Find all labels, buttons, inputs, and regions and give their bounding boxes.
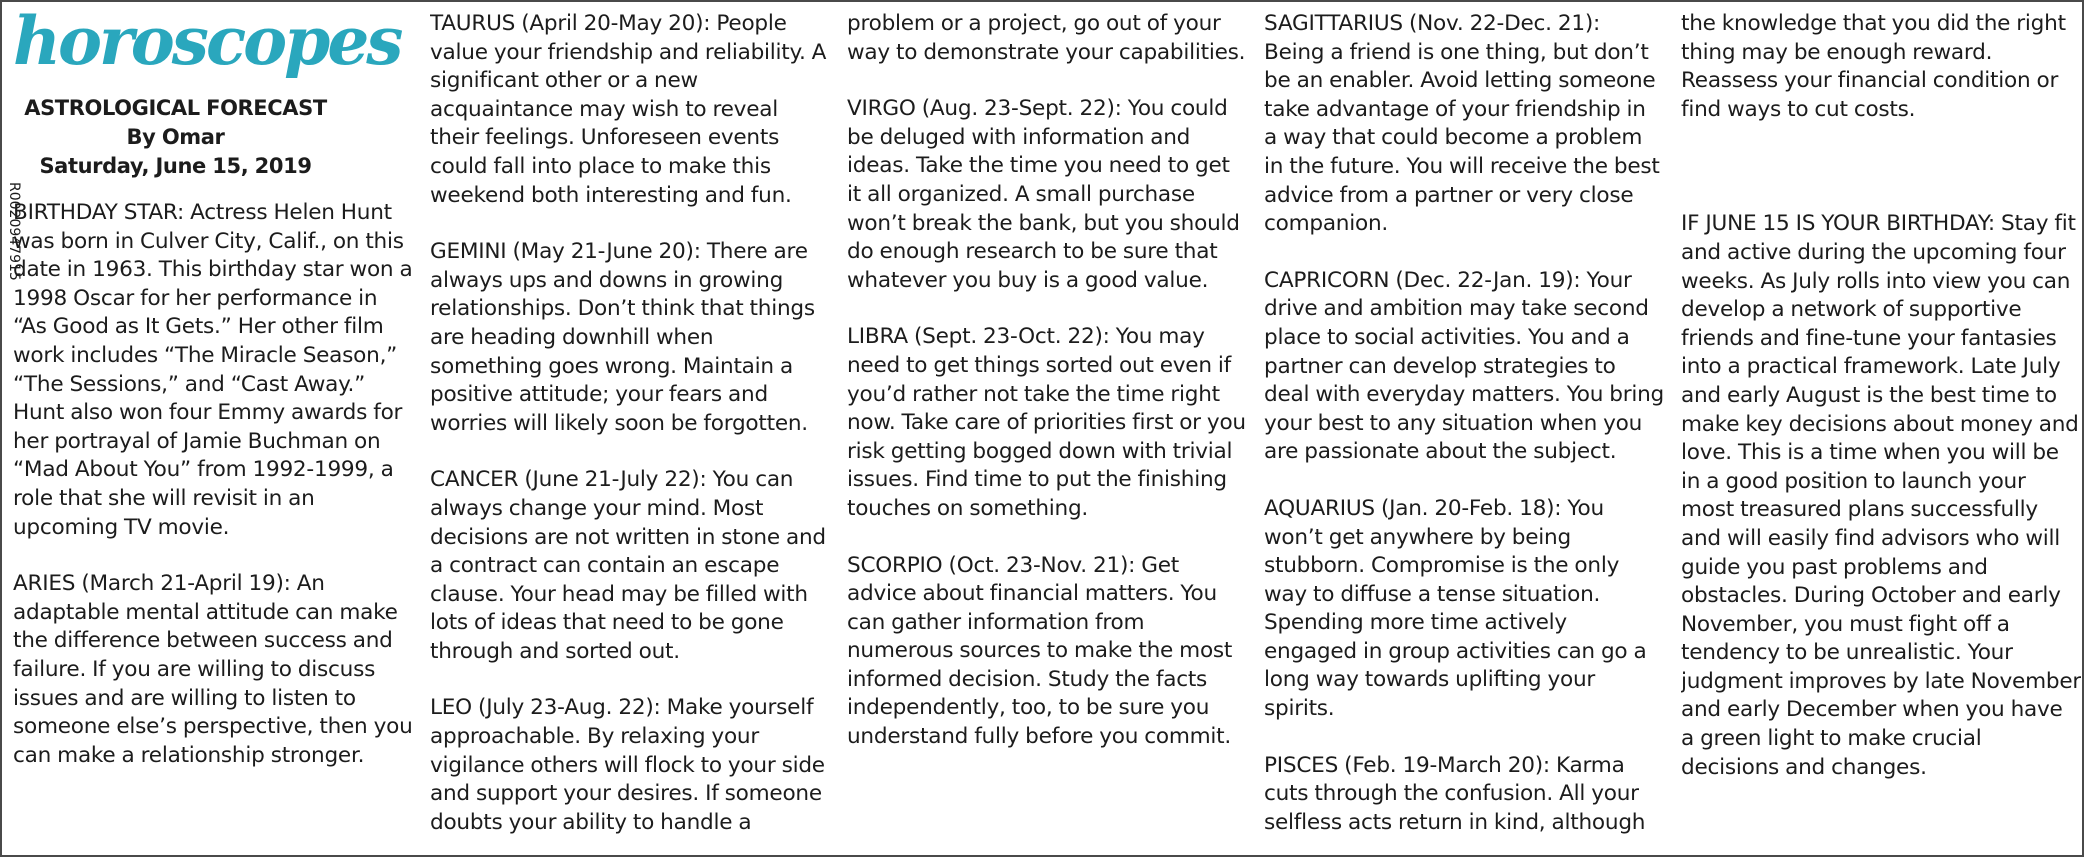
pisces-text-part1: PISCES (Feb. 19-March 20): Karma cuts through the confusion. All your selfless acts return in kind, although [1264, 752, 1646, 835]
page-title: horoscopes [13, 10, 401, 80]
virgo-text: VIRGO (Aug. 23-Sept. 22): You could be deluged with information and ideas. Take the time you need to get it all organized. A small purchase won’t break the bank, but you should do enough research to be sure that whatever you buy is a good value. [847, 96, 1240, 293]
leo-text-part2: problem or a project, go out of your way to demonstrate your capabilities. [847, 11, 1246, 65]
column-5 [1681, 10, 2081, 855]
masthead-date: Saturday, June 15, 2019 [39, 154, 312, 178]
cancer-text: CANCER (June 21-July 22): You can always change your mind. Most decisions are not written in stone and a contract can contain an escape clause. Your head may be filled with lots of ideas that need to be gone through and sorted out. [430, 467, 826, 664]
masthead [13, 94, 417, 181]
capricorn-text: CAPRICORN (Dec. 22-Jan. 19): Your drive and ambition may take second place to social activities. You and a partner can develop strategies to deal with everyday matters. You bring your best to any situation when you are passionate about the subject. [1264, 267, 1664, 465]
aquarius-text: AQUARIUS (Jan. 20-Feb. 18): You won’t get anywhere by being stubborn. Compromise is the only way to diffuse a tense situation. Spending more time actively engaged in group activities can go a long way towards uplifting your spirits. [1264, 495, 1647, 722]
leo-text-part1: LEO (July 23-Aug. 22): Make yourself approachable. By relaxing your vigilance others will flock to your side and support your desires. If someone doubts your ability to handle a [430, 695, 825, 835]
masthead-subtitle: ASTROLOGICAL FORECAST [24, 96, 327, 120]
libra-text: LIBRA (Sept. 23-Oct. 22): You may need to get things sorted out even if you’d rather not take the time right now. Take care of priorities first or you risk getting bogged down with trivial issues. Find time to put the finishing touches on something. [847, 324, 1246, 521]
column-1 [13, 10, 417, 855]
gemini-text: GEMINI (May 21-June 20): There are always ups and downs in growing relationships. Don’t think that things are heading downhill when something goes wrong. Maintain a positive attitude; your fears and worries will likely soon be forgotten. [430, 239, 815, 436]
birthday-outlook-text: IF JUNE 15 IS YOUR BIRTHDAY: Stay fit and active during the upcoming four weeks. As July rolls into view you can develop a network of supportive friends and fine-tune your fantasies into a practical framework. Late July and early August is the best time to make key decisions about money and love. This is a time when you will be in a good position to launch your most treasured plans successfully and will easily find advisors who will guide you past problems and obstacles. During October and early November, you must fight off a tendency to be unrealistic. Your judgment improves by late November and early December when you have a green light to make crucial decisions and changes. [1681, 211, 2081, 780]
column-3 [847, 10, 1247, 855]
column-4 [1264, 10, 1664, 855]
column-2 [430, 10, 830, 855]
birthday-star-text: BIRTHDAY STAR: Actress Helen Hunt was born in Culver City, Calif., on this date in 1963. This birthday star won a 1998 Oscar for her performance in “As Good as It Gets.” Her other film work includes “The Miracle Season,” “The Sessions,” and “Cast Away.” Hunt also won four Emmy awards for her portrayal of Jamie Buchman on “Mad About You” from 1992-1999, a role that she will revisit in an upcoming TV movie. [13, 200, 413, 540]
scorpio-text: SCORPIO (Oct. 23-Nov. 21): Get advice about financial matters. You can gather information from numerous sources to make the most informed decision. Study the facts independently, too, to be sure you understand fully before you commit. [847, 552, 1233, 750]
side-code: R0020947915 [6, 182, 22, 281]
masthead-byline: By Omar [126, 125, 225, 149]
aries-text: ARIES (March 21-April 19): An adaptable mental attitude can make the difference between success and failure. If you are willing to discuss issues and are willing to listen to someone else’s perspective, then you can make a relationship stronger. [13, 571, 413, 768]
pisces-text-part2: the knowledge that you did the right thing may be enough reward. Reassess your financial condition or find ways to cut costs. [1681, 11, 2066, 122]
sagittarius-text: SAGITTARIUS (Nov. 22-Dec. 21): Being a friend is one thing, but don’t be an enabler. Avoid letting someone take advantage of your friendship in a way that could become a problem in the future. You will receive the best advice from a partner or very close companion. [1264, 11, 1660, 237]
taurus-text: TAURUS (April 20-May 20): People value your friendship and reliability. A significant other or a new acquaintance may wish to reveal their feelings. Unforeseen events could fall into place to make this weekend both interesting and fun. [430, 11, 827, 208]
